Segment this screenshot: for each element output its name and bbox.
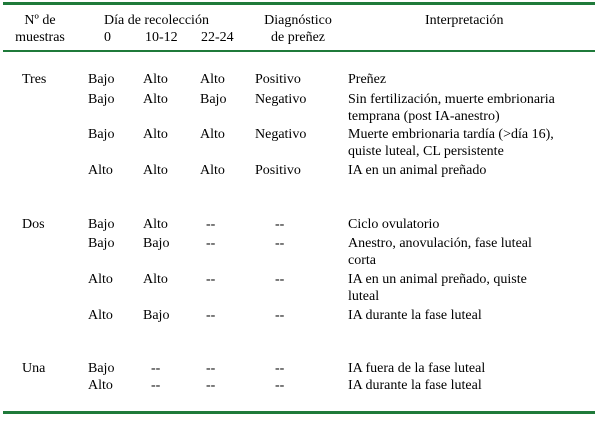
- header-dia-0: 0: [104, 30, 111, 45]
- cell-diagnostico: --: [275, 378, 285, 393]
- cell-d0: Bajo: [88, 361, 115, 376]
- cell-diagnostico: --: [275, 236, 285, 251]
- cell-diagnostico: Negativo: [255, 92, 307, 107]
- cell-interpretacion: IA fuera de la fase luteal: [348, 361, 486, 376]
- cell-interpretacion: Preñez: [348, 72, 387, 87]
- cell-d0: Alto: [88, 378, 113, 393]
- cell-d1: Bajo: [143, 236, 170, 251]
- header-muestras-line1: Nº de: [24, 13, 56, 28]
- cell-interpretacion-cont: luteal: [348, 289, 380, 304]
- cell-d1: --: [151, 378, 161, 393]
- cell-d2: Alto: [200, 127, 225, 142]
- cell-interpretacion: IA en un animal preñado, quiste: [348, 272, 527, 287]
- header-interpretacion: Interpretación: [425, 13, 504, 28]
- header-dia-recoleccion: Día de recolección: [104, 13, 209, 28]
- top-rule: [3, 2, 595, 5]
- cell-interpretacion: Ciclo ovulatorio: [348, 217, 440, 232]
- cell-diagnostico: --: [275, 308, 285, 323]
- header-rule: [3, 50, 595, 52]
- bottom-rule: [3, 411, 595, 414]
- header-dia-10-12: 10-12: [145, 30, 178, 45]
- cell-d1: Alto: [143, 272, 168, 287]
- cell-d2: --: [206, 308, 216, 323]
- cell-interpretacion: IA durante la fase luteal: [348, 308, 482, 323]
- header-muestras-line2: muestras: [15, 30, 65, 45]
- cell-interpretacion: Anestro, anovulación, fase luteal: [348, 236, 532, 251]
- group-label-una: Una: [22, 361, 46, 376]
- cell-d0: Alto: [88, 272, 113, 287]
- cell-diagnostico: --: [275, 217, 285, 232]
- cell-d0: Bajo: [88, 127, 115, 142]
- cell-d1: Bajo: [143, 308, 170, 323]
- cell-d0: Bajo: [88, 72, 115, 87]
- header-diagnostico-line1: Diagnóstico: [264, 13, 332, 28]
- cell-interpretacion: Sin fertilización, muerte embrionaria: [348, 92, 555, 107]
- header-diagnostico-line2: de preñez: [270, 30, 326, 45]
- cell-d1: Alto: [143, 217, 168, 232]
- cell-interpretacion: IA en un animal preñado: [348, 163, 487, 178]
- cell-diagnostico: Positivo: [255, 72, 301, 87]
- cell-diagnostico: --: [275, 272, 285, 287]
- cell-d1: --: [151, 361, 161, 376]
- cell-d1: Alto: [143, 127, 168, 142]
- cell-d2: Alto: [200, 163, 225, 178]
- cell-interpretacion-cont: quiste luteal, CL persistente: [348, 144, 504, 159]
- cell-d2: --: [206, 236, 216, 251]
- group-label-tres: Tres: [22, 72, 47, 87]
- cell-d2: Bajo: [200, 92, 227, 107]
- header-dia-22-24: 22-24: [201, 30, 234, 45]
- cell-d2: --: [206, 217, 216, 232]
- group-label-dos: Dos: [22, 217, 45, 232]
- cell-d1: Alto: [143, 163, 168, 178]
- cell-d1: Alto: [143, 72, 168, 87]
- cell-d0: Alto: [88, 308, 113, 323]
- cell-interpretacion: IA durante la fase luteal: [348, 378, 482, 393]
- cell-diagnostico: --: [275, 361, 285, 376]
- cell-d2: --: [206, 361, 216, 376]
- cell-interpretacion: Muerte embrionaria tardía (>día 16),: [348, 127, 554, 142]
- cell-d0: Alto: [88, 163, 113, 178]
- cell-diagnostico: Positivo: [255, 163, 301, 178]
- cell-d2: --: [206, 378, 216, 393]
- cell-interpretacion-cont: temprana (post IA-anestro): [348, 109, 500, 124]
- cell-d1: Alto: [143, 92, 168, 107]
- cell-d0: Bajo: [88, 92, 115, 107]
- cell-interpretacion-cont: corta: [348, 253, 376, 268]
- cell-d0: Bajo: [88, 217, 115, 232]
- cell-d0: Bajo: [88, 236, 115, 251]
- cell-d2: Alto: [200, 72, 225, 87]
- cell-d2: --: [206, 272, 216, 287]
- cell-diagnostico: Negativo: [255, 127, 307, 142]
